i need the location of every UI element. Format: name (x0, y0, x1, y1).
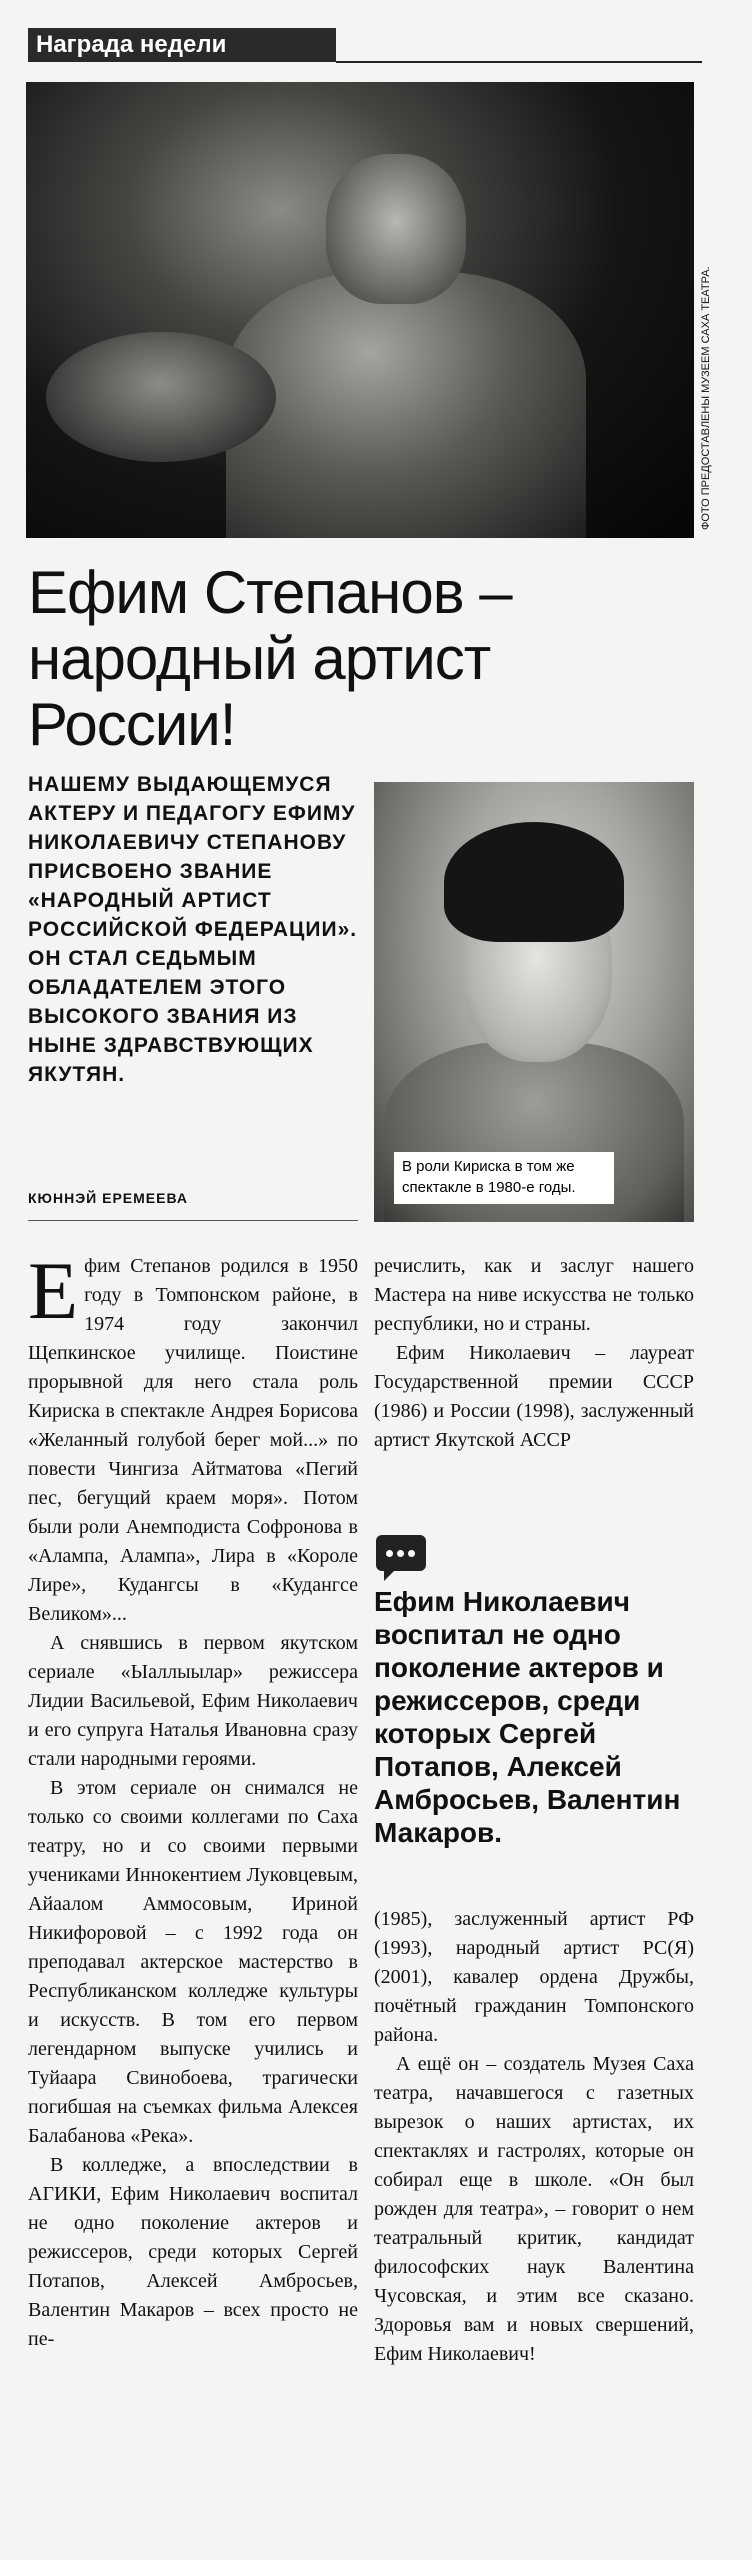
article-paragraph: В колледже, а впоследствии в АГИКИ, Ефим Николаевич воспитал не одно поколение актеров и режиссеров, среди которых Сергей Потапов, Алексей Амбросьев, Валентин Макаров – всех просто не пе- (28, 2154, 358, 2350)
photo-caption: В роли Кириска в том же спектакле в 1980-е годы. (394, 1152, 614, 1204)
photo-stage-role (26, 82, 694, 538)
pull-quote: Ефим Николаевич воспитал не одно поколение актеров и режиссеров, среди которых Сергей Потапов, Алексей Амбросьев, Валентин Макаров. (374, 1586, 681, 1848)
article-column-right-top (374, 1252, 694, 1455)
photo-young-actor (374, 782, 694, 1222)
article-column-right-bottom (374, 1905, 694, 2369)
article-paragraph: Ефим Николаевич – лауреат Государственной премии СССР (1986) и России (1998), заслуженный артист Якутской АССР (374, 1342, 694, 1451)
drop-cap: Е (28, 1245, 79, 1336)
article-paragraph: (1985), заслуженный артист РФ (1993), народный артист РС(Я) (2001), кавалер ордена Дружбы, почётный гражданин Томпонского района. (374, 1908, 694, 2046)
speech-bubble-icon (376, 1535, 426, 1571)
photo-figure-hair (444, 822, 624, 942)
photo-figure-lying (46, 332, 276, 462)
byline-rule (28, 1220, 358, 1221)
article-paragraph: В этом сериале он снимался не только со своими коллегами по Саха театру, но и со своими первыми учениками Иннокентием Луковцевым, Айаалом Аммосовым, Ириной Никифоровой – с 1992 года он преподавал актерское мастерство в Республиканском колледже культуры и искусств. В том его первом легендарном выпуске учились и Туйаара Свинобоева, трагически погибшая на съемках фильма Алексея Балабанова «Река». (28, 1777, 358, 2147)
photo-figure-head (326, 154, 466, 304)
header-rule (336, 61, 702, 63)
author-byline: КЮННЭЙ ЕРЕМЕЕВА (28, 1190, 188, 1206)
article-paragraph: речислить, как и заслуг нашего Мастера на ниве искусства не только республики, но и страны. (374, 1255, 694, 1335)
article-column-left (28, 1245, 358, 2354)
lead-paragraph: НАШЕМУ ВЫДАЮЩЕМУСЯ АКТЕРУ И ПЕДАГОГУ ЕФИМУ НИКОЛАЕВИЧУ СТЕПАНОВУ ПРИСВОЕНО ЗВАНИЕ «НАРОДНЫЙ АРТИСТ РОССИЙСКОЙ ФЕДЕРАЦИИ». ОН СТАЛ СЕДЬМЫМ ОБЛАДАТЕЛЕМ ЭТОГО ВЫСОКОГО ЗВАНИЯ ИЗ НЫНЕ ЗДРАВСТВУЮЩИХ ЯКУТЯН. (28, 773, 358, 1086)
article-paragraph: А ещё он – создатель Музея Саха театра, начавшегося с газетных вырезок о наших артистах, их спектаклях и гастролях, которые он собирал еще в школе. «Он был рожден для театра», – говорит о нем театральный критик, кандидат философских наук Валентина Чусовская, и этим все сказано. Здоровья вам и новых свершений, Ефим Николаевич! (374, 2053, 694, 2365)
photo-figure-cloak (226, 272, 586, 538)
section-tag: Награда недели (28, 28, 336, 62)
article-paragraph: Ефим Степанов родился в 1950 году в Томпонском районе, в 1974 году закончил Щепкинское училище. Поистине прорывной для него стала роль Кириска в спектакле Андрея Борисова «Желанный голубой берег мой...» по повести Чингиза Айтматова «Пегий пес, бегущий краем моря». Потом были роли Анемподиста Софронова в «Алампа, Алампа», Лира в «Короле Лире», Кудангсы в «Кудангсе Великом»... (28, 1245, 358, 1625)
headline: Ефим Степанов – народный артист России! (28, 559, 512, 758)
photo-credit: ФОТО ПРЕДОСТАВЛЕНЫ МУЗЕЕМ САХА ТЕАТРА. (700, 266, 712, 530)
article-paragraph: А снявшись в первом якутском сериале «Ыаллыылар» режиссера Лидии Васильевой, Ефим Николаевич и его супруга Наталья Ивановна сразу стали народными героями. (28, 1632, 358, 1770)
